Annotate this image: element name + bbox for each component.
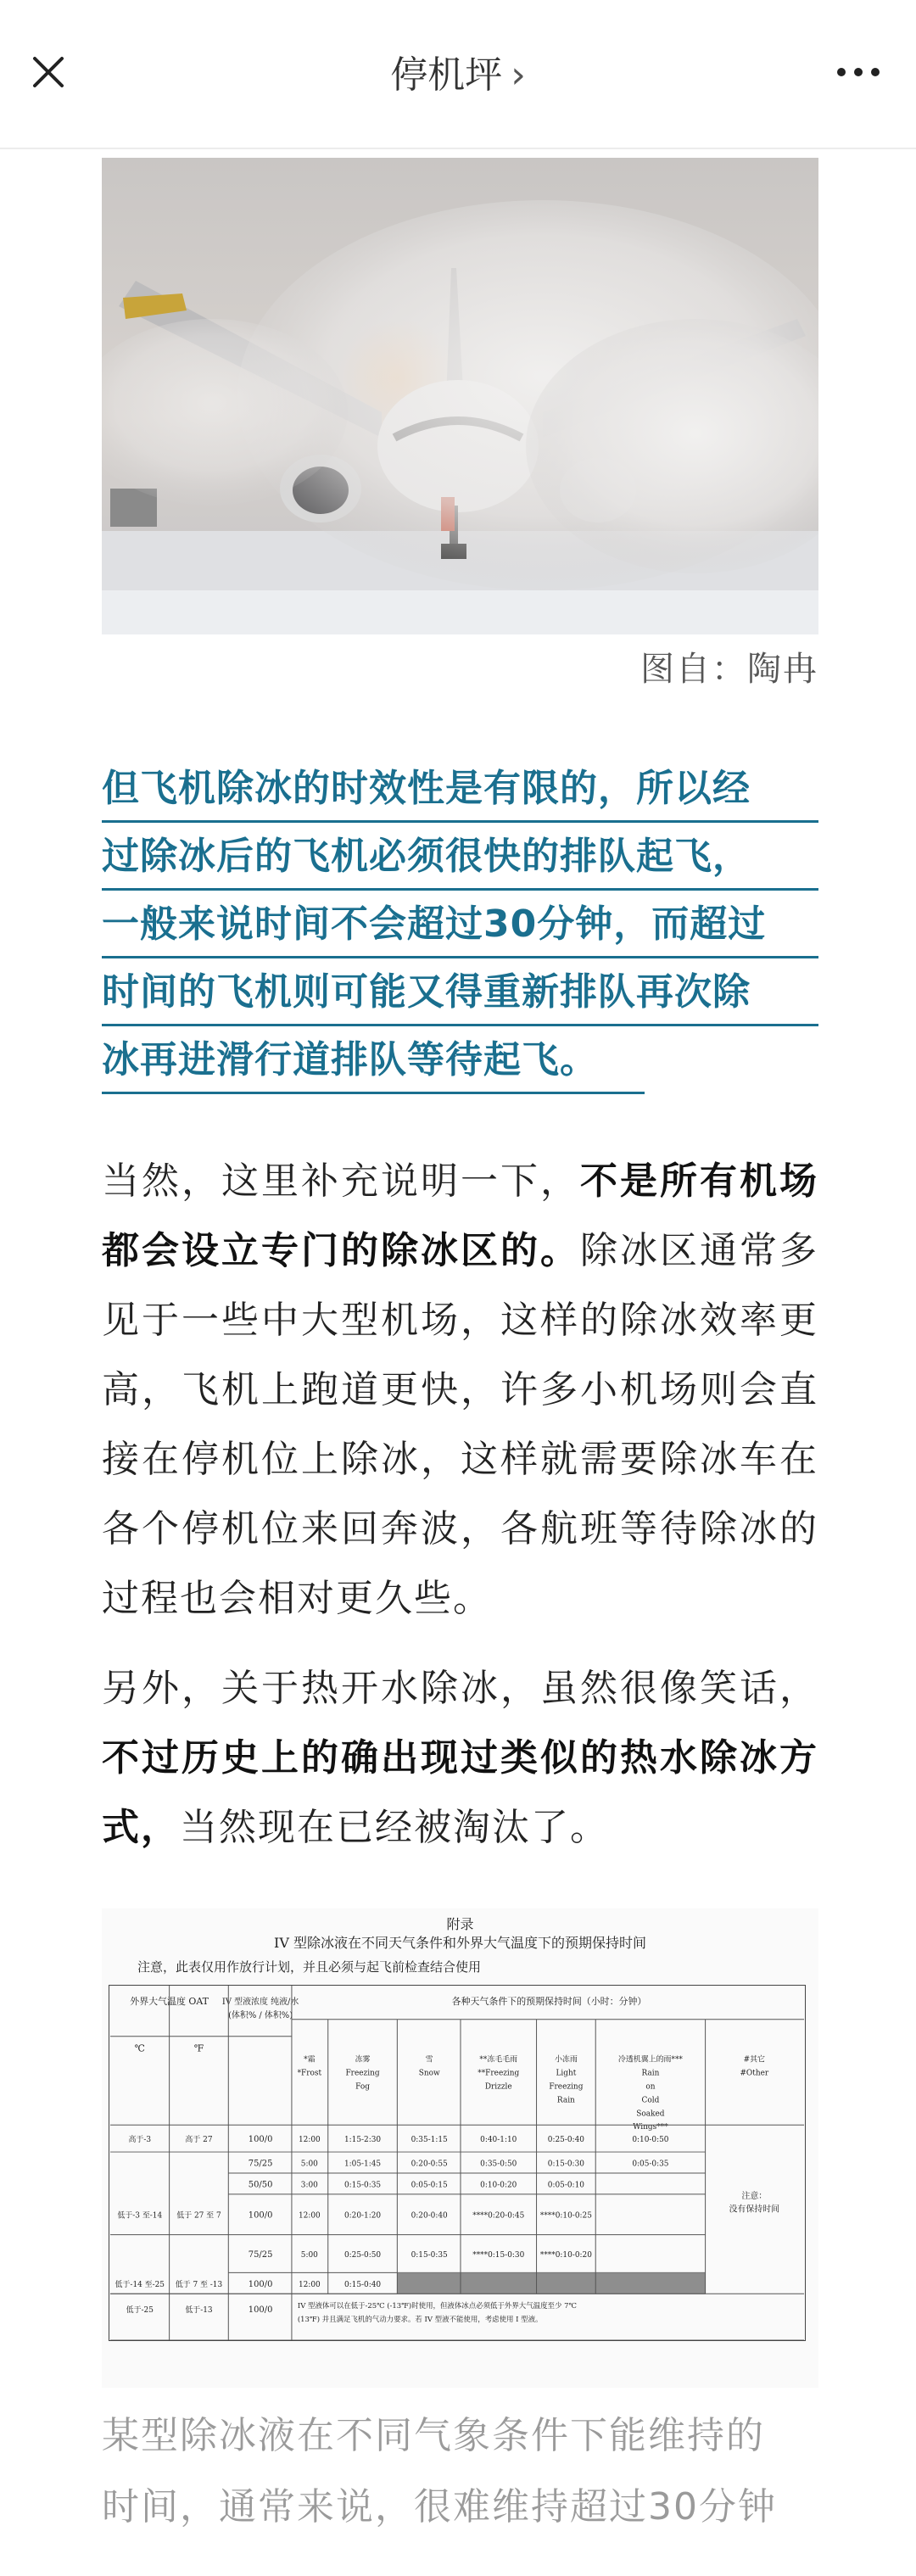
table-cell-text: 0:20-0:55 bbox=[411, 2160, 448, 2169]
holdover-table bbox=[109, 1985, 806, 2341]
table-cell-text: 75/25 bbox=[248, 2249, 273, 2260]
table-note: 注意，此表仅用作放行计划，并且必须与起飞前检查结合使用 bbox=[137, 1959, 482, 1975]
table-cell-text: 100/0 bbox=[248, 2210, 273, 2221]
table-cell-text: 1:05-1:45 bbox=[344, 2160, 382, 2169]
table-cell-text: 冷透机翼上的雨*** bbox=[617, 2055, 683, 2065]
table-cell-text: 0:40-1:10 bbox=[480, 2136, 517, 2145]
table-cell-text: 低于-14 至-25 bbox=[114, 2280, 165, 2289]
table-cell-text: *Frost bbox=[297, 2069, 322, 2078]
quote-line: 时间的飞机则可能又得重新排队再次除 bbox=[102, 958, 818, 1026]
table-cell-text: ****0:15-0:30 bbox=[472, 2250, 525, 2260]
paragraph-text: 另外，关于热开水除冰，虽然很像笑话， bbox=[102, 1667, 818, 1710]
article-photo[interactable] bbox=[102, 158, 818, 634]
table-cell-text: on bbox=[645, 2082, 656, 2092]
table-cell-text: 0:15-0:30 bbox=[547, 2160, 584, 2169]
page-title: 停机坪 bbox=[390, 53, 503, 97]
table-cell-text: Cold bbox=[641, 2096, 660, 2105]
table-shade bbox=[397, 2272, 705, 2294]
caption-line: 时间，通常来说，很难维持超过30分钟 bbox=[102, 2485, 777, 2529]
table-cell-text: 0:05-0:15 bbox=[411, 2181, 448, 2190]
more-button[interactable] bbox=[824, 42, 892, 102]
table-cell-text: (13℉) 并且满足飞机的气动力要求。若 IV 型液不能使用，考虑使用 I 型液。 bbox=[297, 2315, 543, 2324]
table-cell-text: 低于 27 至 7 bbox=[176, 2211, 221, 2221]
table-cell-text: **Freezing bbox=[478, 2069, 520, 2078]
table-cell-text: 0:35-1:15 bbox=[411, 2136, 448, 2145]
quote-line: 过除冰后的飞机必须很快的排队起飞， bbox=[102, 823, 818, 891]
table-cell-text: Snow bbox=[418, 2069, 440, 2078]
table-cell-text: 1:15-2:30 bbox=[344, 2136, 382, 2145]
top-bar bbox=[0, 0, 916, 149]
table-cell-text: *霜 bbox=[304, 2055, 316, 2065]
table-cell-text: 雪 bbox=[425, 2055, 433, 2065]
more-icon-dot bbox=[854, 68, 863, 76]
table-cell-text: ****0:20-0:45 bbox=[472, 2211, 525, 2221]
table-cell-text: 12:00 bbox=[298, 2211, 321, 2221]
table-cell-text: ****0:10-0:20 bbox=[539, 2250, 592, 2260]
quote-line: 但飞机除冰的时效性是有限的，所以经 bbox=[102, 755, 818, 823]
table-cell-text: 50/50 bbox=[248, 2180, 273, 2190]
table-cell-text: #其它 bbox=[743, 2055, 766, 2065]
table-cell-text: 低于-3 至-14 bbox=[117, 2211, 163, 2221]
table-cell-text: Light bbox=[556, 2069, 577, 2078]
table-cell-text: **冻毛毛雨 bbox=[479, 2055, 518, 2065]
table-cell-text: IV 型液体可以在低于-25℃ (-13℉)时使用，但液体冰点必须低于外界大气温度至少 7℃ bbox=[297, 2301, 577, 2311]
table-cell-text: 各种天气条件下的预期保持时间（小时：分钟） bbox=[451, 1995, 647, 2007]
table-cell-text: 高于-3 bbox=[128, 2136, 152, 2145]
table-cell-text: 0:15-0:40 bbox=[344, 2280, 382, 2289]
table-cell-text: Fog bbox=[355, 2082, 370, 2092]
table-cell-text: Rain bbox=[556, 2096, 575, 2105]
holdover-time-table-image[interactable] bbox=[102, 1908, 818, 2388]
paragraph-text: 除冰区通常多见于一些中大型机场，这样的除冰效率更高，飞机上跑道更快，许多小机场则会直接在停机位上除冰，这样就需要除冰车在各个停机位来回奔波，各航班等待除冰的过程也会相对更久些。 bbox=[102, 1229, 818, 1620]
table-cell-text: 没有保持时间 bbox=[729, 2204, 780, 2215]
table-cell-text: Drizzle bbox=[484, 2082, 512, 2092]
paragraph-text: 当然现在已经被淘汰了。 bbox=[180, 1806, 609, 1849]
table-cell-text: Freezing bbox=[345, 2069, 380, 2078]
account-title-link[interactable] bbox=[0, 44, 916, 98]
table-cell-text: 0:05-0:35 bbox=[632, 2160, 669, 2169]
table-cell-text: Soaked bbox=[636, 2109, 665, 2119]
body-paragraph bbox=[102, 1654, 818, 1863]
highlight-quote bbox=[102, 755, 818, 1094]
table-cell-text: 低于-25 bbox=[126, 2306, 154, 2316]
table-cell-text: IV 型液浓度 纯液/水 bbox=[221, 1997, 299, 2007]
table-cell-text: 低于 7 至 -13 bbox=[175, 2280, 223, 2289]
table-cell-text: 0:25-0:40 bbox=[547, 2136, 584, 2145]
more-icon bbox=[837, 68, 846, 76]
table-cell-text: 外界大气温度 OAT bbox=[130, 1995, 209, 2007]
table-cell-text: 0:20-0:40 bbox=[411, 2211, 448, 2221]
table-cell-text: 75/25 bbox=[248, 2159, 273, 2169]
chevron-right-icon: › bbox=[511, 53, 526, 97]
paragraph-bold-text: 不是所有机场都会设立专门的除冰区的。 bbox=[102, 1159, 818, 1272]
table-cell-text: Freezing bbox=[549, 2082, 584, 2092]
table-cell-text: 冻雾 bbox=[355, 2055, 371, 2065]
table-cell-text: 0:15-0:35 bbox=[411, 2250, 448, 2260]
table-cell-text: 100/0 bbox=[248, 2135, 273, 2145]
table-cell-text: 0:35-0:50 bbox=[480, 2160, 517, 2169]
caption-line: 某型除冰液在不同气象条件下能维持的 bbox=[102, 2414, 765, 2457]
table-cell-text: ℃ bbox=[134, 2042, 145, 2054]
table-cell-text: Rain bbox=[641, 2069, 660, 2078]
quote-line: 一般来说时间不会超过30分钟，而超过 bbox=[102, 891, 818, 958]
table-cell-text: Wings*** bbox=[633, 2123, 668, 2132]
table-cell-text: 0:05-0:10 bbox=[547, 2181, 584, 2190]
photo-caption: 图自：陶冉 bbox=[640, 650, 818, 689]
table-cell-text: 0:20-1:20 bbox=[344, 2211, 382, 2221]
table-cell-text: #Other bbox=[740, 2069, 769, 2078]
table-cell-text: 5:00 bbox=[300, 2250, 318, 2260]
table-cell-text: 高于 27 bbox=[185, 2136, 213, 2145]
table-cell-text: 0:15-0:35 bbox=[344, 2181, 382, 2190]
paragraph-text: 当然，这里补充说明一下， bbox=[102, 1159, 580, 1203]
more-icon-dot bbox=[871, 68, 880, 76]
table-cell-text: 0:25-0:50 bbox=[344, 2250, 382, 2260]
table-cell-text: (体积% / 体积%) bbox=[228, 2010, 293, 2020]
body-paragraph bbox=[102, 1147, 818, 1634]
table-cell-text: 12:00 bbox=[298, 2136, 321, 2145]
table-caption bbox=[102, 2400, 818, 2543]
table-cell-text: 100/0 bbox=[248, 2279, 273, 2289]
table-cell-text: 3:00 bbox=[300, 2181, 318, 2190]
table-cell-text: 0:10-0:20 bbox=[480, 2181, 517, 2190]
table-cell-text: 小冻雨 bbox=[554, 2055, 578, 2065]
paragraph-bold-text: 不过历史上的确出现过类似的热水除冰方式， bbox=[102, 1736, 818, 1849]
quote-line: 冰再进滑行道排队等待起飞。 bbox=[102, 1026, 645, 1094]
table-title: 附录 bbox=[446, 1916, 474, 1932]
table-cell-text: 5:00 bbox=[300, 2160, 318, 2169]
table-cell-text: 注意： bbox=[741, 2191, 768, 2201]
table-cell-text: ****0:10-0:25 bbox=[539, 2211, 592, 2221]
table-cell-text: 低于-13 bbox=[185, 2306, 213, 2316]
table-subtitle: IV 型除冰液在不同天气条件和外界大气温度下的预期保持时间 bbox=[274, 1935, 646, 1951]
table-cell-text: 100/0 bbox=[248, 2305, 273, 2316]
table-cell-text: 12:00 bbox=[298, 2280, 321, 2289]
table-cell-text: 0:10-0:50 bbox=[632, 2136, 669, 2145]
aircraft-deicing-photo bbox=[102, 158, 818, 634]
table-cell-text: ℉ bbox=[193, 2042, 204, 2054]
